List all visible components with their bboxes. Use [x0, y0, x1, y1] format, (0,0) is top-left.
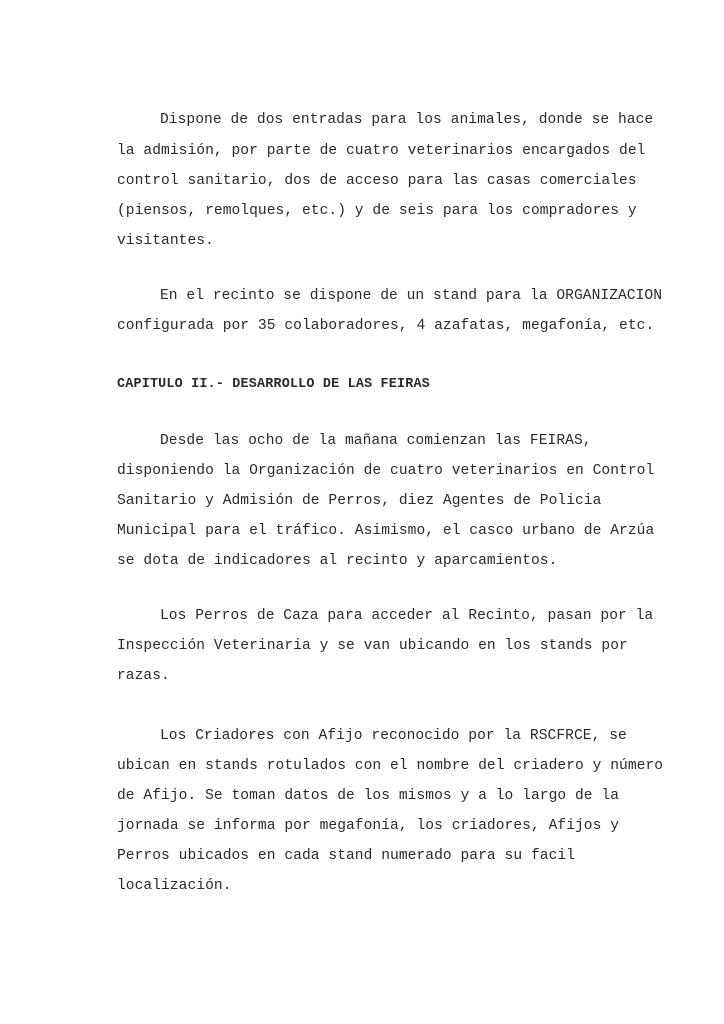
text-line: Sanitario y Admisión de Perros, diez Agentes de Policia: [117, 493, 602, 509]
text-line: (piensos, remolques, etc.) y de seis para los compradores y: [117, 203, 637, 219]
text-line: razas.: [117, 668, 170, 684]
text-line: configurada por 35 colaboradores, 4 azafatas, megafonía, etc.: [117, 318, 655, 334]
text-line: Municipal para el tráfico. Asimismo, el casco urbano de Arzúa: [117, 523, 655, 539]
text-line: la admisión, por parte de cuatro veterinarios encargados del: [117, 143, 646, 159]
text-line: visitantes.: [117, 233, 214, 249]
section-heading: CAPITULO II.- DESARROLLO DE LAS FEIRAS: [117, 377, 430, 392]
text-line: se dota de indicadores al recinto y aparcamientos.: [117, 553, 558, 569]
text-line: Los Perros de Caza para acceder al Recinto, pasan por la: [160, 608, 654, 624]
text-line: Perros ubicados en cada stand numerado para su facil: [117, 848, 575, 864]
text-line: jornada se informa por megafonía, los criadores, Afijos y: [117, 818, 620, 834]
text-line: Desde las ocho de la mañana comienzan las FEIRAS,: [160, 433, 592, 449]
text-line: de Afijo. Se toman datos de los mismos y a lo largo de la: [117, 788, 620, 804]
text-line: Inspección Veterinaria y se van ubicando en los stands por: [117, 638, 628, 654]
text-line: disponiendo la Organización de cuatro veterinarios en Control: [117, 463, 655, 479]
text-line: Dispone de dos entradas para los animales, donde se hace: [160, 112, 654, 128]
text-line: localización.: [117, 878, 232, 894]
text-line: Los Criadores con Afijo reconocido por la RSCFRCE, se: [160, 728, 627, 744]
text-line: En el recinto se dispone de un stand para la ORGANIZACION: [160, 288, 663, 304]
text-line: ubican en stands rotulados con el nombre del criadero y número: [117, 758, 664, 774]
text-line: control sanitario, dos de acceso para las casas comerciales: [117, 173, 637, 189]
